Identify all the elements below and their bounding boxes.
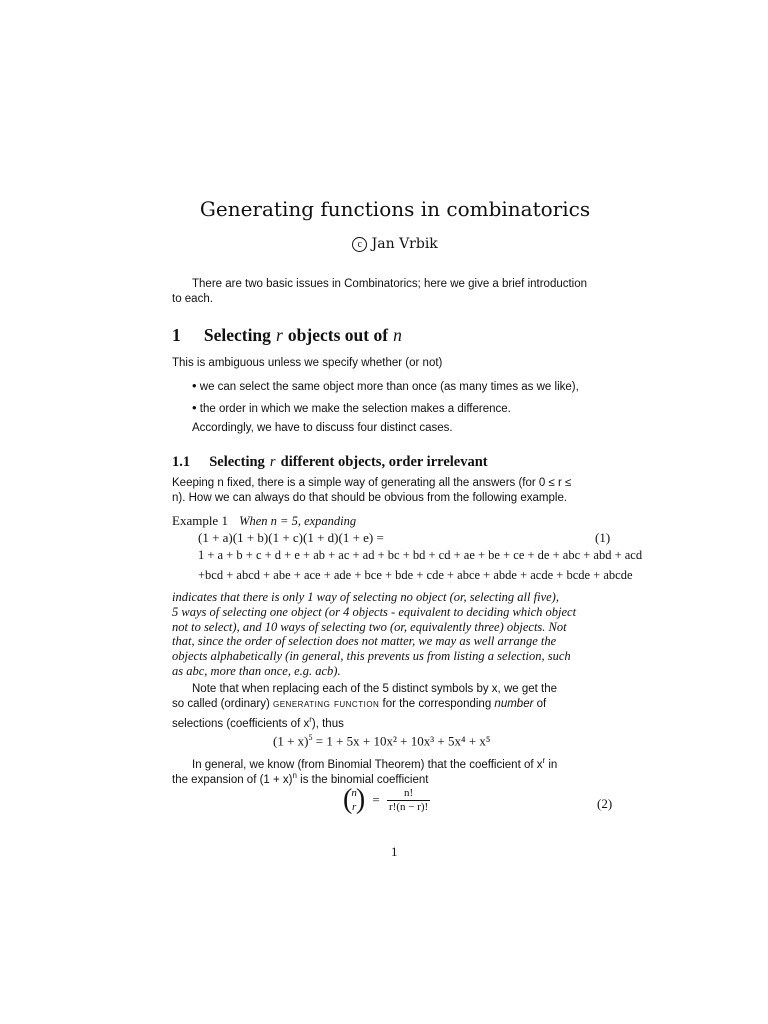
note-text: selections (coefficients of x (172, 717, 310, 730)
example-1-intro (172, 510, 356, 529)
general-text: in (548, 758, 558, 771)
bullet-text: we can select the same object more than once (as many times as we like), (199, 381, 579, 393)
equation-1-line-2: 1 + a + b + c + d + e + ab + ac + ad + bc + bd + cd + ae + be + ce + de + abc + abd + acd (198, 548, 643, 562)
copyright-icon: c (352, 237, 367, 252)
note-sup: r (309, 715, 312, 724)
subsection-heading-var: r (269, 454, 276, 470)
example-text: When n = 5, expanding (239, 514, 357, 528)
binom-bottom: r (351, 801, 357, 813)
note-italic: number (494, 698, 534, 710)
note-text: so called (ordinary) (172, 698, 270, 710)
binom-top: n (351, 787, 357, 799)
eq-lhs: (1 + x) (273, 733, 309, 749)
section-heading-mid: objects out of (287, 325, 389, 345)
subsection-heading-text: Selecting (209, 454, 265, 470)
section-1-lead: This is ambiguous unless we specify whether (or not) (172, 357, 443, 369)
example-label: Example 1 (172, 513, 228, 528)
equation-1-number: (1) (595, 530, 611, 545)
equation-2-number: (2) (597, 796, 613, 811)
note-text: ), thus (311, 717, 344, 730)
equation-1-line-1: (1 + a)(1 + b)(1 + c)(1 + d)(1 + e) = (198, 530, 384, 545)
section-number: 1 (172, 325, 181, 345)
equals-sign: = (372, 792, 380, 807)
page-number: 1 (391, 844, 398, 859)
keeping-line-1: Keeping n fixed, there is a simple way of generating all the answers (for 0 ≤ r ≤ (172, 477, 572, 489)
bullet-item (192, 378, 579, 395)
accordingly-text: Accordingly, we have to discuss four distinct cases. (192, 422, 453, 434)
equation-2 (343, 785, 430, 815)
example-expl-line: objects alphabetically (in general, this prevents us from listing a selection, such (172, 649, 571, 663)
bullet-item (192, 400, 511, 417)
note-text: of (536, 698, 547, 710)
equation-1-line-3: +bcd + abcd + abe + ace + ade + bce + bde + cde + abce + abde + acde + bcde + abcde (198, 568, 633, 582)
note-line-1: Note that when replacing each of the 5 distinct symbols by x, we get the (192, 683, 558, 695)
example-expl-line: indicates that there is only 1 way of selecting no object (or, selecting all five), (172, 590, 559, 604)
general-text: is the binomial coefficient (300, 773, 429, 786)
intro-line-1: There are two basic issues in Combinatorics; here we give a brief introduction (192, 278, 588, 290)
section-heading-var: r (276, 325, 283, 345)
note-line-2 (172, 697, 546, 712)
general-text: In general, we know (from Binomial Theorem) that the coefficient of x (192, 758, 543, 771)
example-expl-line: 5 ways of selecting one object (or 4 objects - equivalent to deciding which object (172, 605, 577, 619)
bullet-icon: • (192, 400, 197, 415)
subsection-number: 1.1 (172, 454, 191, 470)
binomial-expansion (273, 733, 490, 749)
intro-line-2: to each. (172, 293, 213, 305)
author-name: Jan Vrbik (371, 236, 438, 252)
generating-function-term: generating function (273, 698, 380, 710)
author-line (0, 236, 768, 252)
fraction-denominator: r!(n − r)! (389, 800, 429, 813)
keeping-line-2: n). How we can always do that should be obvious from the following example. (172, 492, 568, 504)
bullet-text: the order in which we make the selection makes a difference. (199, 403, 511, 415)
eq-lhs-sup: 5 (308, 733, 313, 742)
section-1-heading (172, 325, 402, 346)
paren-left-icon: ( (343, 784, 353, 815)
example-expl-line: as abc, more than once, e.g. acb). (172, 664, 341, 678)
example-expl-line: that, since the order of selection does not matter, we may as well arrange the (172, 634, 557, 648)
section-heading-var2: n (393, 325, 402, 345)
paren-right-icon: ) (355, 784, 366, 815)
general-sup: r (542, 756, 546, 765)
general-text: the expansion of (1 + x) (172, 773, 293, 786)
bullet-icon: • (192, 378, 197, 393)
eq-rhs: = 1 + 5x + 10x² + 10x³ + 5x⁴ + x⁵ (315, 733, 491, 749)
general-sup: n (292, 771, 297, 780)
subsection-heading-post: different objects, order irrelevant (280, 454, 488, 470)
paper-title: Generating functions in combinatorics (199, 197, 591, 221)
example-expl-line: not to select), and 10 ways of selecting two (or, equivalently three) objects. Not (172, 620, 567, 634)
factorial-fraction (387, 787, 430, 814)
note-line-3 (172, 712, 344, 732)
section-heading-text: Selecting (203, 325, 271, 345)
subsection-1-1-heading (172, 451, 488, 471)
fraction-numerator: n! (387, 787, 430, 801)
note-text: for the corresponding (382, 698, 492, 710)
